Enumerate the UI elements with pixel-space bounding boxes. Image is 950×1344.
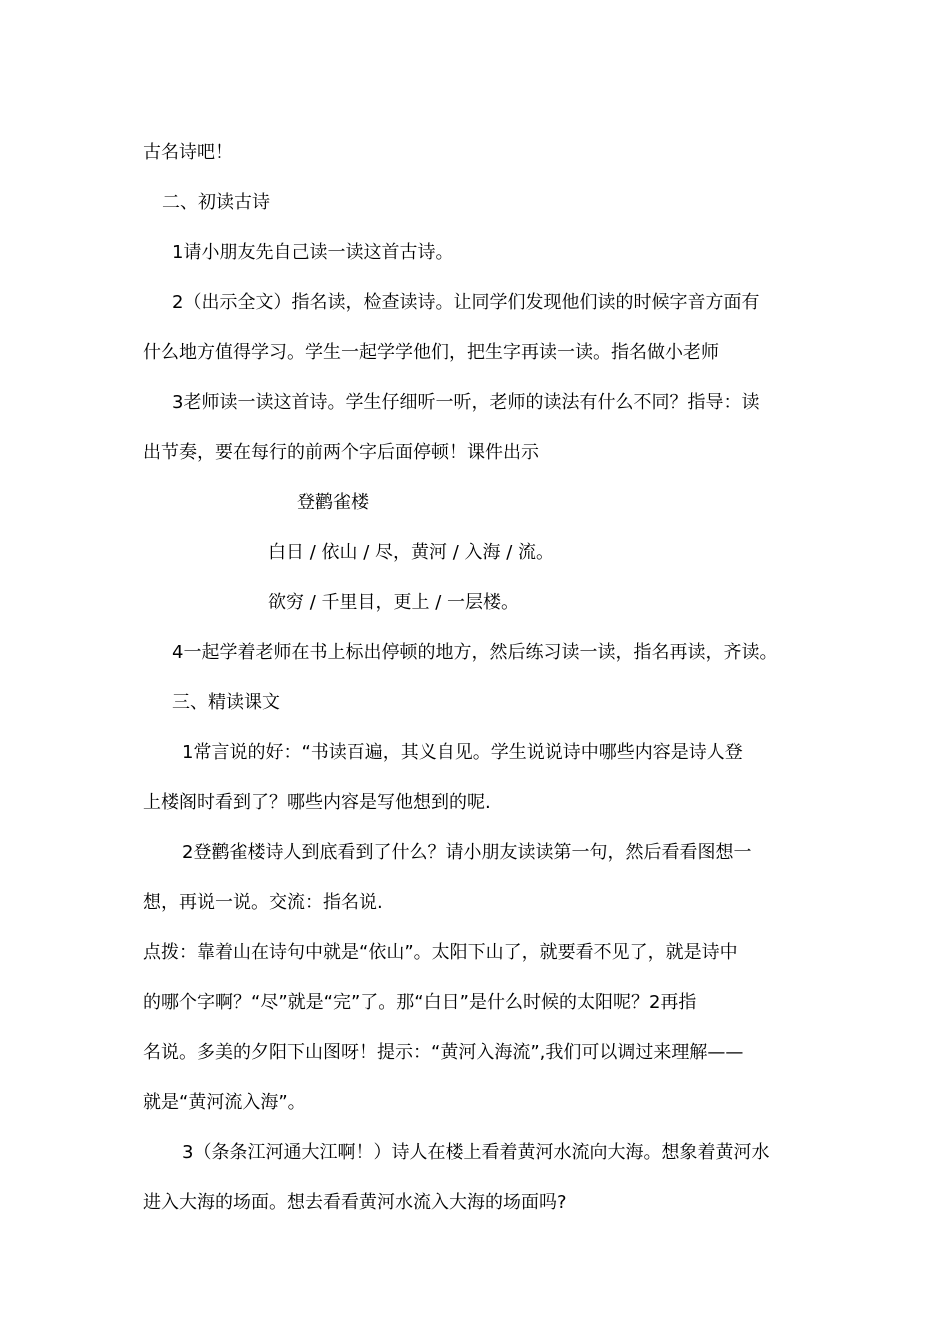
text-line: 1请小朋友先自己读一读这首古诗。 [172,242,454,263]
text-line: 出节奏，要在每行的前两个字后面停顿！课件出示 [143,442,539,463]
text-line: 4一起学着老师在书上标出停顿的地方，然后练习读一读，指名再读，齐读。 [172,642,778,663]
text-line: 古名诗吧！ [143,142,233,163]
text-line: 上楼阁时看到了？哪些内容是写他想到的呢. [143,792,491,813]
text-line: 3老师读一读这首诗。学生仔细听一听，老师的读法有什么不同？指导：读 [172,392,760,413]
text-line: 2（出示全文）指名读，检查读诗。让同学们发现他们读的时候字音方面有 [172,292,760,313]
text-line: 1常言说的好：“书读百遍，其义自见。学生说说诗中哪些内容是诗人登 [182,742,743,763]
text-line: 3（条条江河通大江啊！）诗人在楼上看着黄河水流向大海。想象着黄河水 [182,1142,770,1163]
poem-line: 欲穷 / 千里目，更上 / 一层楼。 [268,592,520,613]
text-line: 想，再说一说。交流：指名说. [143,892,383,913]
poem-title: 登鹳雀楼 [297,492,369,513]
text-line: 的哪个字啊？“尽”就是“完”了。那“白日”是什么时候的太阳呢？2再指 [143,992,697,1013]
section-heading: 三、精读课文 [172,692,280,713]
section-heading: 二、初读古诗 [162,192,270,213]
poem-line: 白日 / 依山 / 尽，黄河 / 入海 / 流。 [268,542,555,563]
text-line: 名说。多美的夕阳下山图呀！提示：“黄河入海流”,我们可以调过来理解—— [143,1042,744,1063]
text-line: 2登鹳雀楼诗人到底看到了什么？请小朋友读读第一句，然后看看图想一 [182,842,752,863]
text-line: 就是“黄河流入海”。 [143,1092,306,1113]
text-line: 进入大海的场面。想去看看黄河水流入大海的场面吗? [143,1192,567,1213]
text-line: 什么地方值得学习。学生一起学学他们，把生字再读一读。指名做小老师 [143,342,719,363]
text-line: 点拨：靠着山在诗句中就是“依山”。太阳下山了，就要看不见了，就是诗中 [143,942,738,963]
